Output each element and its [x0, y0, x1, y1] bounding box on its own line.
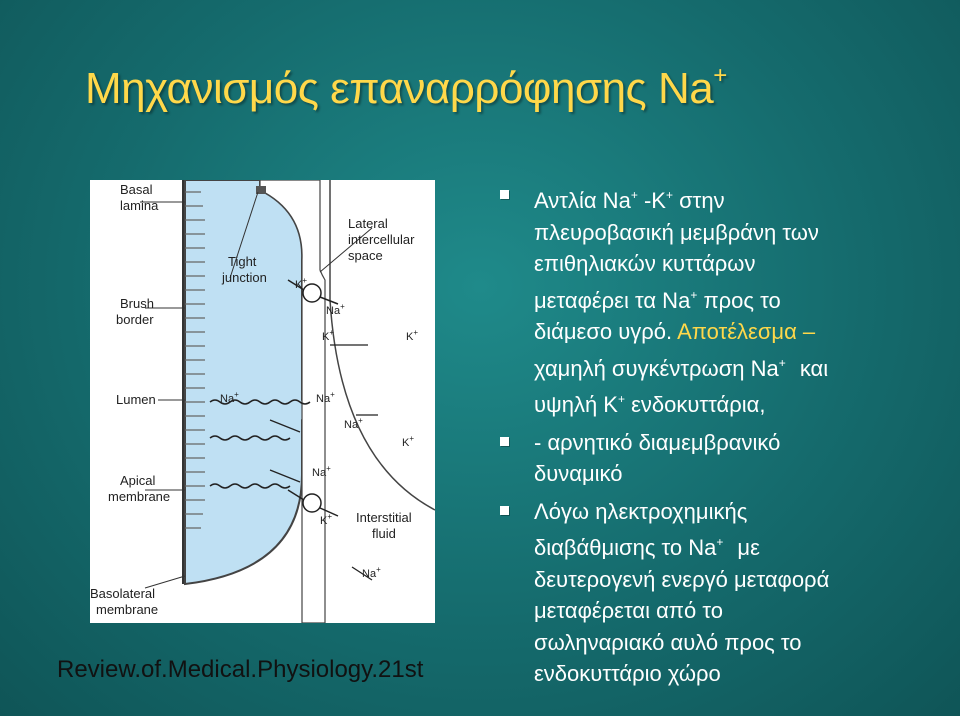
title-text: Μηχανισμός επαναρρόφησης Na: [85, 64, 714, 113]
bullet-item-1: [500, 180, 920, 421]
epithelium-diagram: [90, 180, 435, 623]
bullet-marker: [500, 437, 509, 446]
bullet-item-2: [500, 427, 920, 490]
label-lateral-space-3: space: [348, 248, 383, 263]
b1-line3: επιθηλιακών κυττάρων: [534, 251, 756, 276]
label-lateral-space-2: intercellular: [348, 232, 415, 247]
k-leak-arrows: [330, 345, 378, 580]
label-basal-lamina-2: lamina: [120, 198, 159, 213]
result-highlight: Αποτέλεσμα –: [677, 319, 816, 344]
label-tight-junction-1: Tight: [228, 254, 257, 269]
label-apical-membrane-1: Apical: [120, 473, 156, 488]
bullet-list: [500, 180, 920, 696]
ion-k-left-upper: K+: [322, 328, 335, 343]
label-basolateral-membrane-2: membrane: [96, 602, 159, 617]
label-basolateral-membrane-1: Basolateral: [90, 586, 156, 601]
na-k-pump-lower: [303, 494, 321, 512]
b3-line3: δευτερογενή ενεργό μεταφορά: [534, 566, 830, 592]
ion-na-cell: Na+: [316, 390, 335, 405]
b3-line2: διαβάθμισης το Na+ με: [534, 535, 760, 560]
label-lateral-space-1: Lateral: [348, 216, 388, 231]
b3-line6: ενδοκυττάριο χώρο: [534, 661, 721, 686]
slide-title: [85, 62, 727, 114]
ion-na-space: Na+: [344, 416, 363, 431]
ion-na-lower-pump-in: Na+: [312, 464, 331, 479]
label-tight-junction-2: junction: [222, 270, 267, 285]
label-apical-membrane-2: membrane: [108, 489, 171, 504]
b3-line5: σωληναριακό αυλό προς το: [534, 629, 802, 655]
b3-line1: Λόγω ηλεκτροχημικής: [534, 498, 748, 524]
b3-line4: μεταφέρεται από το: [534, 598, 723, 623]
b1-line1: Αντλία Na+ -K+ στην: [534, 188, 725, 213]
title-superscript: +: [713, 62, 727, 89]
ion-na-pump-upper: Na+: [326, 302, 345, 317]
ion-na-lumen: Na+: [220, 390, 239, 405]
bullet-marker: [500, 190, 509, 199]
b1-line7: υψηλή K+ ενδοκυττάρια,: [534, 392, 766, 417]
epithelial-cell: [185, 180, 313, 584]
ion-na-interstitial: Na+: [362, 565, 381, 580]
label-lumen: Lumen: [116, 392, 156, 407]
b1-line4: μεταφέρει τα Na+ προς το: [534, 287, 781, 313]
label-brush-border-1: Brush: [120, 296, 154, 311]
label-interstitial-fluid-2: fluid: [372, 526, 396, 541]
label-brush-border-2: border: [116, 312, 154, 327]
ion-k-lower-pump: K+: [320, 512, 333, 527]
diagram-svg: [90, 180, 435, 623]
b2-line2: δυναμικό: [534, 461, 623, 486]
ion-k-lateral: K+: [402, 434, 415, 449]
b1-line6: χαμηλή συγκέντρωση Na+ και: [534, 355, 829, 381]
bullet-marker: [500, 506, 509, 515]
na-k-pump-upper: [303, 284, 321, 302]
label-basal-lamina-1: Basal: [120, 182, 153, 197]
source-credit: Review.of.Medical.Physiology.21st: [57, 656, 424, 683]
bullet-item-3: [500, 496, 920, 690]
ion-k-pump-upper: K+: [295, 276, 308, 291]
b1-line2: πλευροβασική μεμβράνη των: [534, 219, 819, 245]
b2-line1: - αρνητικό διαμεμβρανικό: [534, 429, 781, 455]
b1-line5: διάμεσο υγρό. Αποτέλεσμα –: [534, 319, 816, 344]
ion-k-right-upper: K+: [406, 328, 419, 343]
label-interstitial-fluid-1: Interstitial: [356, 510, 412, 525]
